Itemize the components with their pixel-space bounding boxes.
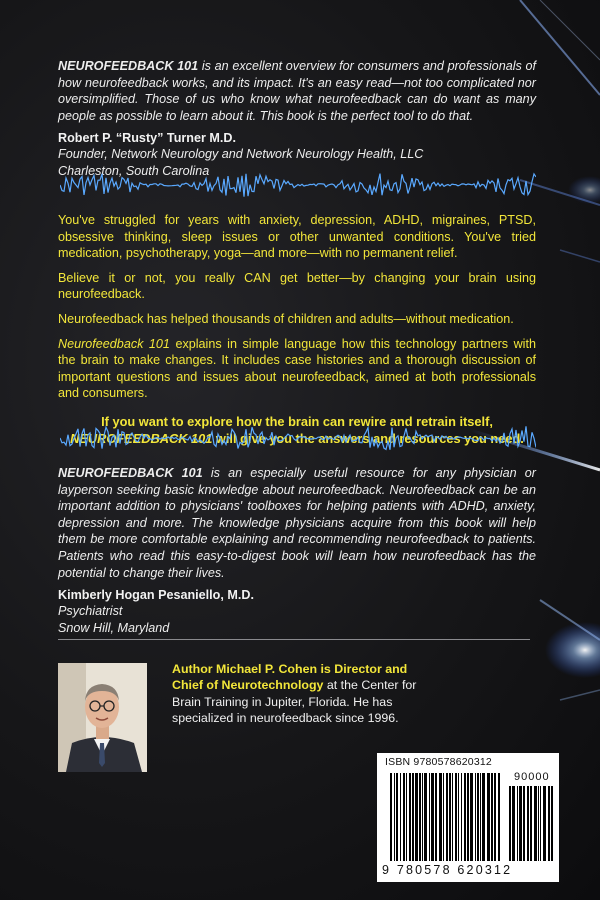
barcode-bar bbox=[452, 773, 453, 861]
bottom-review-text bbox=[58, 465, 536, 581]
barcode-bar bbox=[480, 773, 481, 861]
barcode-bar bbox=[394, 773, 395, 861]
author-bio bbox=[172, 661, 422, 727]
isbn-label: ISBN 9780578620312 bbox=[385, 756, 492, 768]
main-barcode-bars bbox=[390, 773, 502, 861]
barcode-bar bbox=[487, 773, 490, 861]
barcode-bar bbox=[530, 786, 532, 861]
section-divider bbox=[58, 639, 530, 640]
top-review-text bbox=[58, 58, 536, 124]
barcode-bar bbox=[429, 773, 430, 861]
barcode-bar bbox=[498, 773, 500, 861]
barcode-bar bbox=[419, 773, 421, 861]
bottom-review-body: is an especially useful resource for any physician or layperson seeking basic knowledge about neurofeedback. Neurofeedback can be an important addition to physicians' toolboxes for helping patients with ADHD, anxiety, depression and more. The knowledge physicians acquire from this book will help them be more comfortable explaining and recommending neurofeedback to patients. Patients who read this easy-to-digest book will learn how neurofeedback has the potential to change their lives. bbox=[58, 466, 537, 580]
bottom-reviewer-location: Snow Hill, Maryland bbox=[58, 620, 170, 635]
barcode-bar bbox=[390, 773, 392, 861]
author-photo bbox=[58, 663, 147, 772]
barcode-bar bbox=[482, 773, 485, 861]
barcode-bar bbox=[534, 786, 537, 861]
barcode-bar bbox=[509, 786, 511, 861]
barcode-bar bbox=[415, 773, 418, 861]
barcode-bar bbox=[431, 773, 434, 861]
bottom-review-title: NEUROFEEDBACK 101 bbox=[58, 466, 203, 480]
top-review bbox=[58, 58, 536, 180]
description-paragraph-4-body: explains in simple language how this technology partners with the brain to make changes. It includes case histories and a thorough discussion of important questions and issues about neurofeedback, aimed at both professionals and consumers. bbox=[58, 336, 536, 401]
barcode-bar bbox=[527, 786, 529, 861]
barcode-bar bbox=[449, 773, 451, 861]
top-reviewer-name: Robert P. “Rusty” Turner M.D. bbox=[58, 131, 236, 146]
barcode-bar bbox=[543, 786, 546, 861]
barcode-bar bbox=[475, 773, 476, 861]
author-bio-highlight: Author Michael P. Cohen is Director and Chief of Neurotechnology bbox=[172, 662, 408, 693]
barcode-bar bbox=[403, 773, 405, 861]
barcode-bar bbox=[512, 786, 515, 861]
description-paragraph-4 bbox=[58, 336, 536, 402]
bottom-reviewer-name: Kimberly Hogan Pesaniello, M.D. bbox=[58, 588, 254, 603]
barcode-bar bbox=[461, 773, 462, 861]
barcode-bar bbox=[409, 773, 411, 861]
description-paragraph-1: You've struggled for years with anxiety, depression, ADHD, migraines, PTSD, obsessive thinking, sleep issues or other unwanted conditions. You've tried medication, psychotherapy, yoga—and more—with no permanent relief. bbox=[58, 213, 536, 261]
barcode-bar bbox=[470, 773, 473, 861]
barcode-bar bbox=[455, 773, 457, 861]
barcode-bar bbox=[519, 786, 522, 861]
barcode-bar bbox=[538, 786, 539, 861]
barcode-bar bbox=[406, 773, 407, 861]
author-bio-rest: at the Center for Brain Training in Jupiter, Florida. He has specialized in neurofeedback since 1996. bbox=[172, 678, 417, 726]
callout-line-1: If you want to explore how the brain can rewire and retrain itself, bbox=[101, 413, 493, 429]
description-paragraph-2: Believe it or not, you really CAN get better—by changing your brain using neurofeedback. bbox=[58, 270, 536, 302]
brainwave-divider-top bbox=[60, 170, 536, 200]
barcode-bar bbox=[422, 773, 423, 861]
barcode-bar bbox=[443, 773, 444, 861]
bottom-review bbox=[58, 465, 536, 636]
barcode-bar bbox=[467, 773, 469, 861]
callout-book-title: NEUROFEEDBACK 101 bbox=[70, 430, 213, 446]
barcode-bar bbox=[424, 773, 427, 861]
barcode-bar bbox=[494, 773, 496, 861]
price-code: 90000 bbox=[514, 771, 550, 783]
barcode-bar bbox=[477, 773, 479, 861]
top-reviewer-role: Founder, Network Neurology and Network Neurology Health, LLC bbox=[58, 147, 424, 162]
brainwave-divider-middle bbox=[60, 423, 536, 453]
barcode-bar bbox=[396, 773, 398, 861]
book-description bbox=[58, 212, 536, 448]
barcode-bar bbox=[517, 786, 518, 861]
barcode-bar bbox=[540, 786, 541, 861]
top-review-title: NEUROFEEDBACK 101 bbox=[58, 59, 199, 73]
barcode-digits: 9 780578 620312 bbox=[382, 863, 513, 877]
description-paragraph-3: Neurofeedback has helped thousands of children and adults—without medication. bbox=[58, 311, 514, 326]
barcode-bar bbox=[446, 773, 448, 861]
bottom-reviewer-role: Psychiatrist bbox=[58, 604, 123, 619]
callout-line-2: will give you the answers and resources you need. bbox=[212, 430, 524, 446]
barcode-bar bbox=[435, 773, 437, 861]
barcode-bar bbox=[400, 773, 401, 861]
barcode-bar bbox=[523, 786, 525, 861]
barcode-bar bbox=[551, 786, 553, 861]
description-book-title: Neurofeedback 101 bbox=[58, 336, 170, 351]
barcode-bar bbox=[491, 773, 493, 861]
barcode-bar bbox=[464, 773, 466, 861]
top-reviewer-location: Charleston, South Carolina bbox=[58, 163, 210, 178]
barcode-bar bbox=[548, 786, 550, 861]
addon-barcode-bars bbox=[509, 786, 553, 861]
barcode-bar bbox=[412, 773, 414, 861]
top-review-body: is an excellent overview for consumers and professionals of how neurofeedback works, and its impact. It's an easy read—not too complicated nor oversimplified. Those of us who know what neurofeedback can do want as many people as possible to learn about it. This book is the perfect tool to do that. bbox=[58, 59, 536, 123]
barcode-bar bbox=[458, 773, 459, 861]
barcode-bar bbox=[439, 773, 442, 861]
